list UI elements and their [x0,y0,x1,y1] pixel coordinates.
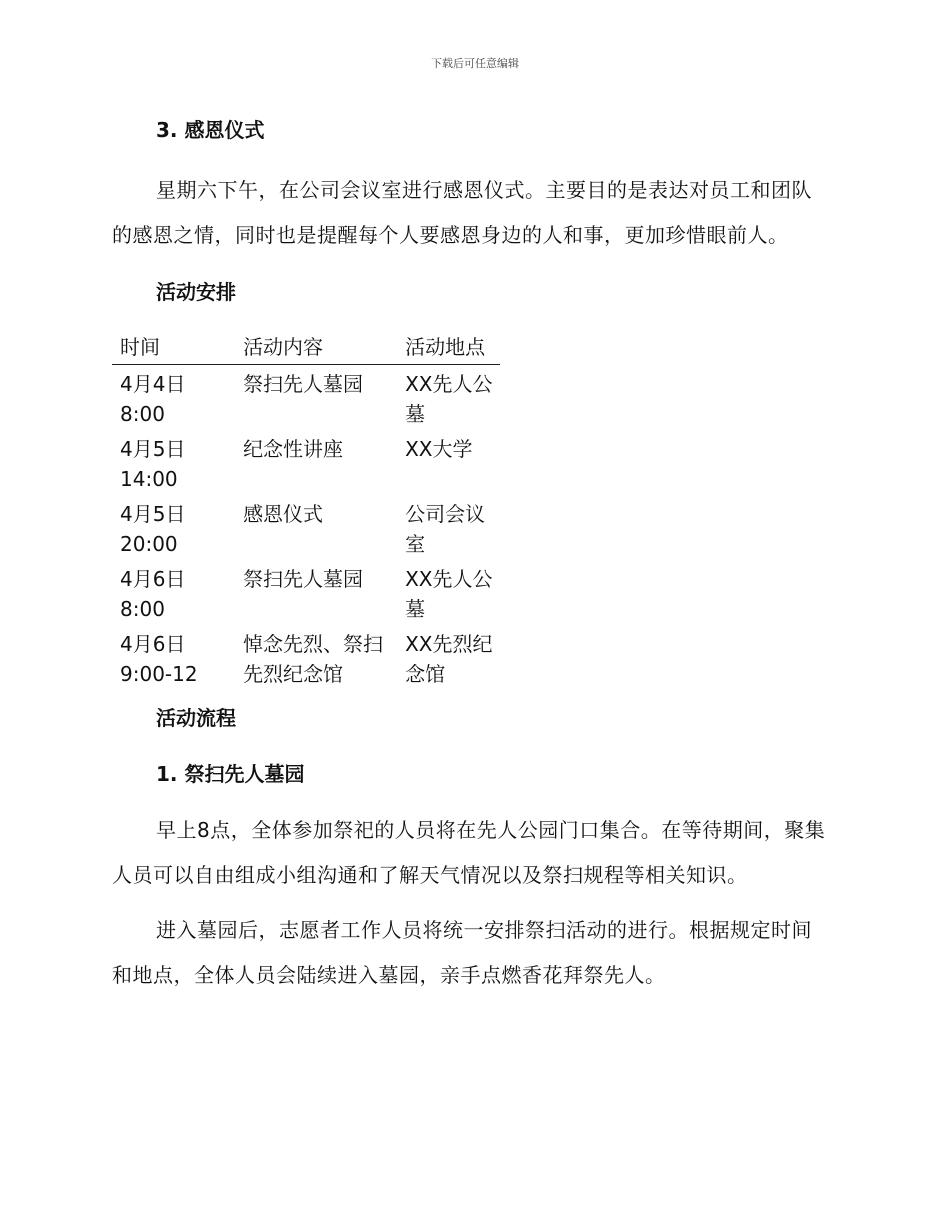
col-header-time: 时间 [112,332,235,365]
table-row [112,560,500,625]
cell-content: 感恩仪式 [243,502,324,526]
flow-heading: 活动流程 [156,706,236,730]
flow-paragraph: 进入墓园后，志愿者工作人员将统一安排祭扫活动的进行。根据规定时间和地点，全体人员会陆续进入墓园，亲手点燃香花拜祭先人。 [112,918,812,987]
section-3-heading: 3. 感恩仪式 [156,118,265,142]
col-header-content: 活动内容 [235,332,397,365]
cell-content: 悼念先烈、祭扫先烈纪念馆 [243,632,384,686]
schedule-heading: 活动安排 [156,280,236,304]
cell-location: 公司会议室 [405,502,486,556]
cell-location: XX先人公墓 [405,567,493,621]
cell-location: XX先烈纪念馆 [405,632,493,686]
flow-paragraph: 早上8点，全体参加祭祀的人员将在先人公园门口集合。在等待期间，聚集人员可以自由组成小组沟通和了解天气情况以及祭扫规程等相关知识。 [112,818,826,887]
cell-content: 祭扫先人墓园 [243,372,364,396]
table-row [112,495,500,560]
cell-time: 4月4日 8:00 [120,372,186,426]
table-header-row [112,332,500,365]
section-3-paragraph: 星期六下午，在公司会议室进行感恩仪式。主要目的是表达对员工和团队的感恩之情，同时也是提醒每个人要感恩身边的人和事，更加珍惜眼前人。 [112,178,812,247]
cell-time: 4月6日 9:00-12 [120,632,198,686]
table-row [112,625,500,690]
cell-time: 4月6日 8:00 [120,567,186,621]
flow-subheading: 1. 祭扫先人墓园 [156,762,305,786]
cell-time: 4月5日 14:00 [120,437,186,491]
cell-time: 4月5日 20:00 [120,502,186,556]
col-header-location: 活动地点 [397,332,500,365]
document-body [112,110,832,998]
cell-location: XX大学 [405,437,473,461]
cell-content: 纪念性讲座 [243,437,344,461]
cell-content: 祭扫先人墓园 [243,567,364,591]
header-note: 下载后可任意编辑 [431,57,519,70]
table-row [112,365,500,431]
schedule-table [112,332,500,690]
cell-location: XX先人公墓 [405,372,493,426]
table-row [112,430,500,495]
